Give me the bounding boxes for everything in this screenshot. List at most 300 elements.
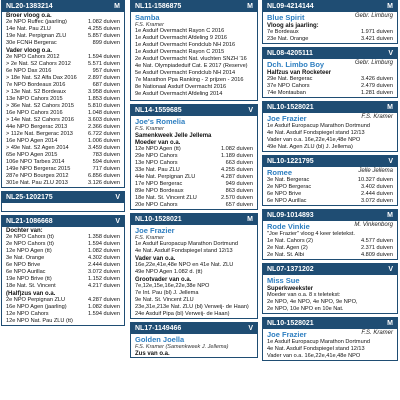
pigeon-name: Joe Frazier <box>267 114 307 123</box>
bird-count: 594 duiven <box>92 159 120 165</box>
result-row <box>131 188 257 195</box>
breeder-name: Jelle Jellema <box>358 168 393 174</box>
race-result: > 13e Nat. S2 Bordeaux <box>6 89 66 95</box>
race-result: 17e NPO Bergerac <box>135 181 183 187</box>
pedigree-card <box>262 209 398 260</box>
bird-count: 3.603 duiven <box>87 117 120 123</box>
result-row <box>2 89 124 96</box>
bird-count: 4.217 duiven <box>87 283 120 289</box>
race-result: 13e NPO Cahors 2015 <box>6 96 63 102</box>
result-row <box>2 33 124 40</box>
sex-badge: V <box>388 158 393 165</box>
race-result: 44e NPO Bergerac 2013 <box>6 124 68 130</box>
card-header <box>131 214 257 225</box>
ring-number: NL11-1586875 <box>135 3 182 10</box>
sex-badge: V <box>115 218 120 225</box>
bird-count: 1.048 duiven <box>87 110 120 116</box>
result-line: 1e Asduif Europacup Marathon Dortmund <box>267 123 370 129</box>
result-line: 2e NPO, 10e NPO en 10e Nat. <box>267 306 344 312</box>
result-line: 9e Nat. St. Vincent ZLU <box>135 297 194 303</box>
section-title: Zus van o.a. <box>135 351 170 357</box>
card-header <box>131 1 257 12</box>
result-row <box>2 166 124 173</box>
sex-badge: M <box>387 212 393 219</box>
result-line: 12e NPO Nat. Pau ZLU (tt) <box>6 318 73 324</box>
card-header <box>131 323 257 334</box>
result-line: 24e Asduif Pipa (bl) Verweij- de Haan) <box>135 311 230 317</box>
ring-number: NL21-1086668 <box>6 218 53 225</box>
bird-count: 1.594 duiven <box>87 54 120 60</box>
bird-count: 6.856 duiven <box>87 173 120 179</box>
ring-number: NL17-1149466 <box>135 325 182 332</box>
race-result: > 49e Nat. S2 Agen 2014 <box>6 145 69 151</box>
card-body <box>131 28 257 98</box>
result-row <box>131 153 257 160</box>
race-result: 18e Nat. St. Vincent <box>6 283 56 289</box>
result-line: 1e Asduif Europacup Marathon Dortmund <box>135 241 238 247</box>
bird-count: 899 duiven <box>92 40 120 46</box>
result-row <box>2 110 124 117</box>
ring-number: NL09-1014893 <box>267 212 314 219</box>
bird-count: 10.327 duiven <box>357 177 393 183</box>
race-result: 6e NPO Brive <box>6 262 41 268</box>
result-row <box>263 90 397 97</box>
race-result: 16e NPO Agen 2014 <box>6 138 58 144</box>
pedigree-card <box>130 0 258 101</box>
bird-count: 1.189 duiven <box>220 153 253 159</box>
card-body <box>131 146 257 209</box>
result-line: 8e Nationaal Asduif Overmacht 2016 <box>135 84 227 90</box>
bird-count: 1.594 duiven <box>87 241 120 247</box>
race-result: 14e Nat. Pau ZLU <box>6 26 51 32</box>
result-row <box>263 184 397 191</box>
result-line: 1e Asduif Overmacht Fondclub NH 2016 <box>135 42 236 48</box>
pedigree-card <box>262 263 398 314</box>
card-header <box>131 105 257 116</box>
race-result: 287e NPO Bourges 2012 <box>6 173 69 179</box>
sex-badge: M <box>247 3 253 10</box>
result-row <box>2 26 124 33</box>
result-row <box>2 234 124 241</box>
sex-badge: V <box>248 325 253 332</box>
result-line: 23e,31e,213e Nat. ZLU (bl) Verweij- de Haan) <box>135 304 249 310</box>
pedigree-card <box>130 213 258 319</box>
bird-count: 4.287 duiven <box>87 297 120 303</box>
bird-count: 3.126 duiven <box>87 180 120 186</box>
breeder-name: M. Vinkenborg <box>354 222 393 228</box>
bird-count: 4.255 duiven <box>87 26 120 32</box>
bird-count: 1.853 duiven <box>87 96 120 102</box>
section-title: Superkweekster <box>267 286 314 292</box>
race-result: 20e NPO Cahors <box>135 202 178 208</box>
result-row <box>2 262 124 269</box>
race-result: > 2e Nat. S2 Cahors 2012 <box>6 61 71 67</box>
race-result: 2e NPO Cahors (tt) <box>6 241 54 247</box>
result-row <box>2 276 124 283</box>
result-row <box>2 304 124 311</box>
race-result: 7e NPO Bordeaux 2016 <box>6 82 66 88</box>
race-result: 2e NPO Cahors (tt) <box>6 234 54 240</box>
result-line: "Joe Frazier" vloog 4 keer teletekst. <box>267 231 355 237</box>
result-row <box>131 167 257 174</box>
bird-count: 3.421 duiven <box>360 36 393 42</box>
result-row <box>263 83 397 90</box>
result-line: 49e NPO Agen 1.082 d. (tt) <box>135 269 203 275</box>
pedigree-card <box>1 215 125 326</box>
race-result: 2e Nat. St. Albi <box>267 252 305 258</box>
pigeon-name-row <box>263 167 397 177</box>
bird-count: 3.072 duiven <box>87 269 120 275</box>
ring-number: NL07-1371202 <box>267 266 314 273</box>
bird-count: 2.897 duiven <box>87 75 120 81</box>
result-line: 1e Asduif Overmacht Rayon C 2016 <box>135 28 225 34</box>
card-body <box>131 241 257 255</box>
ring-number: NL10-1528021 <box>267 320 314 327</box>
result-row <box>2 311 124 318</box>
section-title: Vader vloog o.a. <box>6 48 53 54</box>
result-line: 2e Asduif Overmacht Nat. vluchten SNZH '16 <box>135 56 247 62</box>
result-line: Moeder van o.a. 8 x teletekst: <box>267 292 341 298</box>
result-line: 4e Nat. Asduif Fondspiegel stand 12/13 <box>267 130 365 136</box>
result-row <box>2 131 124 138</box>
card-header <box>263 1 397 12</box>
ring-number: NL09-4214144 <box>267 3 314 10</box>
sex-badge: V <box>388 50 393 57</box>
section-title: Grootvader van o.a. <box>135 277 192 283</box>
result-row <box>263 36 397 43</box>
result-row <box>263 252 397 259</box>
pigeon-name: Joe Frazier <box>135 226 175 235</box>
bird-count: 4.255 duiven <box>220 167 253 173</box>
result-row <box>2 124 124 131</box>
result-row <box>131 160 257 167</box>
result-row <box>2 145 124 152</box>
race-result: 65e NPO Agen 2015 <box>6 152 58 158</box>
bird-count: 657 duiven <box>225 202 253 208</box>
result-line: Vader van o.a. 16e,22e,41e,48e NPO <box>267 137 361 143</box>
result-line: 7e Marathon Ppa Ranking - 2 prijzen - 2016 <box>135 77 244 83</box>
bird-count: 2.570 duiven <box>220 195 253 201</box>
column-left <box>1 0 125 329</box>
race-result: 3e Nat. Bergerac <box>267 177 310 183</box>
breeding-note: Samenkweek Jelle Jellema <box>135 133 212 139</box>
column-middle <box>130 0 258 361</box>
result-line: 4e Nat. Olympiadeduif Cat. E 2017 (Reserve) <box>135 63 248 69</box>
bird-count: 1.152 duiven <box>87 276 120 282</box>
race-result: 2e NPO Bergerac <box>267 184 312 190</box>
result-row <box>263 76 397 83</box>
result-row <box>2 297 124 304</box>
card-body <box>263 123 397 151</box>
bird-count: 3.426 duiven <box>360 76 393 82</box>
card-header <box>2 192 124 203</box>
pigeon-name: Golden Joella <box>135 335 185 344</box>
result-row <box>2 180 124 187</box>
breeder-name: F.S. Kramer <box>135 235 164 241</box>
result-row <box>2 117 124 124</box>
card-header <box>2 216 124 227</box>
result-line: 7e,12e,15e,16e,22e,38e NPO <box>135 283 210 289</box>
bird-count: 957 duiven <box>92 68 120 74</box>
card-body <box>263 292 397 313</box>
card-body <box>2 227 124 318</box>
race-result: 6e NPO Aurillac <box>6 269 46 275</box>
bird-count: 6.722 duiven <box>87 131 120 137</box>
card-body <box>2 12 124 187</box>
result-line: 9e Asduif Overmacht Afdeling 2014 <box>135 91 223 97</box>
bird-count: 4.287 duiven <box>220 174 253 180</box>
pedigree-card <box>262 155 398 206</box>
race-result: 6e NPO Dax 2016 <box>6 68 52 74</box>
bird-count: 4.302 duiven <box>87 255 120 261</box>
sex-badge: M <box>387 3 393 10</box>
race-result: 23e Nat. Orange <box>267 36 309 42</box>
race-result: 12e NPO Agen (tt) <box>135 146 181 152</box>
ring-number: NL10-1528021 <box>135 216 182 223</box>
pigeon-name: Dch. Limbo Boy <box>267 60 325 69</box>
race-result: 74e Montauban <box>267 90 306 96</box>
result-row <box>2 68 124 75</box>
card-header <box>2 1 124 12</box>
result-row <box>2 159 124 166</box>
result-row <box>2 75 124 82</box>
card-body <box>131 262 257 276</box>
result-row <box>263 198 397 205</box>
bird-count: 5.810 duiven <box>87 103 120 109</box>
card-header <box>263 210 397 221</box>
result-row <box>2 54 124 61</box>
result-row <box>2 61 124 68</box>
ring-number: NL08-4205111 <box>267 50 313 57</box>
result-line: 1e Asduif Europacup Marathon Dortmund <box>267 339 370 345</box>
result-row <box>2 269 124 276</box>
race-result: 7e Bordeaux <box>267 29 299 35</box>
race-result: 89e NPO Bordeaux <box>135 188 184 194</box>
pedigree-card <box>262 0 398 44</box>
result-line: 4e Nat. Asduif Fondspiegel stand 12/13 <box>267 346 365 352</box>
pigeon-name: Samba <box>135 13 160 22</box>
card-body <box>263 29 397 43</box>
bird-count: 783 duiven <box>92 152 120 158</box>
bird-count: 5.571 duiven <box>87 61 120 67</box>
pedigree-card <box>262 101 398 152</box>
race-result: 2e NPO Ruffec (jaarling) <box>6 19 67 25</box>
section-title: Moeder van o.a. <box>135 140 181 146</box>
result-line: Vader van o.a. 16e,22e,41e,48e NPO <box>267 353 361 359</box>
bird-count: 687 duiven <box>92 82 120 88</box>
sex-badge: M <box>387 320 393 327</box>
pedigree-card <box>130 104 258 210</box>
section-title: Broer vloog o.a. <box>6 13 52 19</box>
result-row <box>131 202 257 209</box>
race-result: 18e Nat. St. Vincent ZLU <box>135 195 197 201</box>
card-body <box>263 231 397 238</box>
result-row <box>2 96 124 103</box>
result-line: 49e Nat. Agen ZLU (bl) J. Jellema) <box>267 144 353 150</box>
race-result: 13e NPO Cahors <box>135 160 178 166</box>
bird-count: 3.459 duiven <box>87 145 120 151</box>
result-row <box>2 40 124 47</box>
card-header <box>263 156 397 167</box>
bird-count: 2.371 duiven <box>360 245 393 251</box>
column-right <box>262 0 398 364</box>
pedigree-card <box>130 322 258 358</box>
result-row <box>263 238 397 245</box>
result-line: 7e Int. Pau (bl) J. Jellema <box>135 290 199 296</box>
pigeon-name-row <box>263 329 397 339</box>
result-row <box>2 152 124 159</box>
race-result: > 14e Nat. S2 Cahors 2016 <box>6 117 74 123</box>
pigeon-name-row <box>263 221 397 231</box>
bird-count: 1.358 duiven <box>87 234 120 240</box>
pigeon-name-row <box>263 113 397 123</box>
race-result: 29e NPO Cahors <box>135 153 178 159</box>
result-row <box>2 173 124 180</box>
pigeon-name: Romee <box>267 168 293 177</box>
card-header <box>263 48 397 59</box>
bird-count: 1.082 duiven <box>87 248 120 254</box>
result-row <box>263 29 397 36</box>
bird-count: 717 duiven <box>92 166 120 172</box>
result-row <box>2 82 124 89</box>
bird-count: 4.577 duiven <box>360 238 393 244</box>
breeder-name: F.S. Kramer <box>135 126 164 132</box>
result-row <box>131 174 257 181</box>
result-row <box>2 241 124 248</box>
result-row <box>2 248 124 255</box>
race-result: 19e Nat. Perpignan ZLU <box>6 33 67 39</box>
sex-badge: V <box>248 107 253 114</box>
result-row <box>2 283 124 290</box>
pedigree-card <box>262 47 398 98</box>
result-row <box>131 146 257 153</box>
bird-count: 5.857 duiven <box>87 33 120 39</box>
race-result: > 18e Nat. S2 Alfa Dax 2016 <box>6 75 77 81</box>
race-result: 1e Nat. Cahors (2) <box>267 238 314 244</box>
bird-count: 1.082 duiven <box>87 304 120 310</box>
race-result: 29e Nat. Bergerac <box>267 76 313 82</box>
race-result: 2e Nat. Agen (2) <box>267 245 308 251</box>
sex-badge: V <box>115 194 120 201</box>
section-title: Vloog als jaarling: <box>267 23 319 29</box>
race-result: 149e NPO Bergerac 2015 <box>6 166 71 172</box>
bird-count: 863 duiven <box>225 188 253 194</box>
bird-count: 4.809 duiven <box>360 252 393 258</box>
bird-count: 3.958 duiven <box>87 89 120 95</box>
section-title: Vader van o.a. <box>135 256 176 262</box>
race-result: > 36e Nat. S2 Cahors 2015 <box>6 103 74 109</box>
race-result: 33e Nat. Pau ZLU <box>135 167 180 173</box>
result-line: 1e Asduif Overmacht Afdeling 9 2016 <box>135 35 228 41</box>
pigeon-name: Joe's Romelia <box>135 117 186 126</box>
pigeon-name-row <box>263 275 397 285</box>
result-row <box>263 245 397 252</box>
ring-number: NL14-1559685 <box>135 107 182 114</box>
bird-count: 1.971 duiven <box>360 29 393 35</box>
race-result: 12e NPO Cahors <box>6 311 49 317</box>
ring-number: NL10-1528021 <box>267 104 314 111</box>
card-body <box>263 76 397 97</box>
bird-count: 1.594 duiven <box>87 311 120 317</box>
bird-count: 2.366 duiven <box>87 124 120 130</box>
bird-count: 1.082 duiven <box>220 146 253 152</box>
breeder-name: Gebr. Limburg <box>354 13 393 19</box>
race-result: 2e NPO Cahors 2012 <box>6 54 60 60</box>
race-result: 6e NPO Brive <box>267 191 302 197</box>
breeder-name: F.S. Kramer <box>361 114 393 120</box>
bird-count: 2.444 duiven <box>87 262 120 268</box>
result-row <box>2 103 124 110</box>
race-result: 301e Nat. Pau ZLU 2013 <box>6 180 68 186</box>
section-title: Halfzus van Rocketeer <box>267 70 332 76</box>
race-result: 30e FCNH Bergerac <box>6 40 57 46</box>
race-result: 37e NPO Cahors <box>267 83 310 89</box>
card-header <box>263 264 397 275</box>
result-row <box>131 195 257 202</box>
pigeon-name: Joe Frazier <box>267 330 307 339</box>
result-line: 16e,22e,41e,48e NPO en 41e Nat. ZLU <box>135 262 234 268</box>
result-line: 5e Asduif Overmacht Fondclub NH 2014 <box>135 70 236 76</box>
pigeon-name-row <box>263 59 397 69</box>
race-result: 106e NPO Tarbes 2014 <box>6 159 65 165</box>
card-body <box>131 283 257 318</box>
card-header <box>263 102 397 113</box>
section-title: (Half)zus van o.a. <box>6 291 56 297</box>
pigeon-name: Rode Vinkie <box>267 222 310 231</box>
section-title: Dochter van: <box>6 228 43 234</box>
breeder-name: F.S. Kramer <box>135 22 164 28</box>
race-result: 19e NPO Brive (tt) <box>6 276 52 282</box>
bird-count: 1.006 duiven <box>87 138 120 144</box>
result-row <box>263 191 397 198</box>
result-row <box>2 138 124 145</box>
race-result: 2e NPO Perpignan ZLU <box>6 297 66 303</box>
result-line: 4e Nat. Asduif Fondspiegel stand 12/13 <box>135 248 233 254</box>
race-result: 16e NPO Cahors 2016 <box>6 110 63 116</box>
race-result: 12e NPO Agen (tt) <box>6 248 52 254</box>
result-line: 1e Asduif Overmacht Rayon C 2015 <box>135 49 225 55</box>
pedigree-card <box>1 0 125 188</box>
breeder-name: Gebr. Limburg <box>354 60 393 66</box>
ring-number: NL20-1383214 <box>6 3 53 10</box>
result-row <box>2 255 124 262</box>
pigeon-name-row <box>263 12 397 22</box>
card-body <box>263 238 397 259</box>
race-result: 16e NPO Agen (jaarling) <box>6 304 67 310</box>
bird-count: 3.072 duiven <box>360 198 393 204</box>
race-result: 44e Nat. Perpignan ZLU <box>135 174 196 180</box>
sex-badge: M <box>114 3 120 10</box>
pedigree-card <box>1 191 125 212</box>
race-result: 6e NPO Aurillac <box>267 198 307 204</box>
bird-count: 949 duiven <box>225 181 253 187</box>
pigeon-name: Blue Spirit <box>267 13 305 22</box>
pedigree-card <box>262 317 398 361</box>
pigeon-name: Miss Sue <box>267 276 300 285</box>
race-result: > 112e Nat. Bergerac 2013 <box>6 131 73 137</box>
bird-count: 1.082 duiven <box>87 19 120 25</box>
sex-badge: M <box>247 216 253 223</box>
bird-count: 2.479 duiven <box>360 83 393 89</box>
result-row <box>2 19 124 26</box>
sex-badge: M <box>387 104 393 111</box>
bird-count: 3.402 duiven <box>360 184 393 190</box>
sex-badge: V <box>388 266 393 273</box>
ring-number: NL25-1202175 <box>6 194 53 201</box>
card-body <box>263 339 397 360</box>
result-row <box>263 177 397 184</box>
breeder-name: F.S. Kramer <box>361 330 393 336</box>
